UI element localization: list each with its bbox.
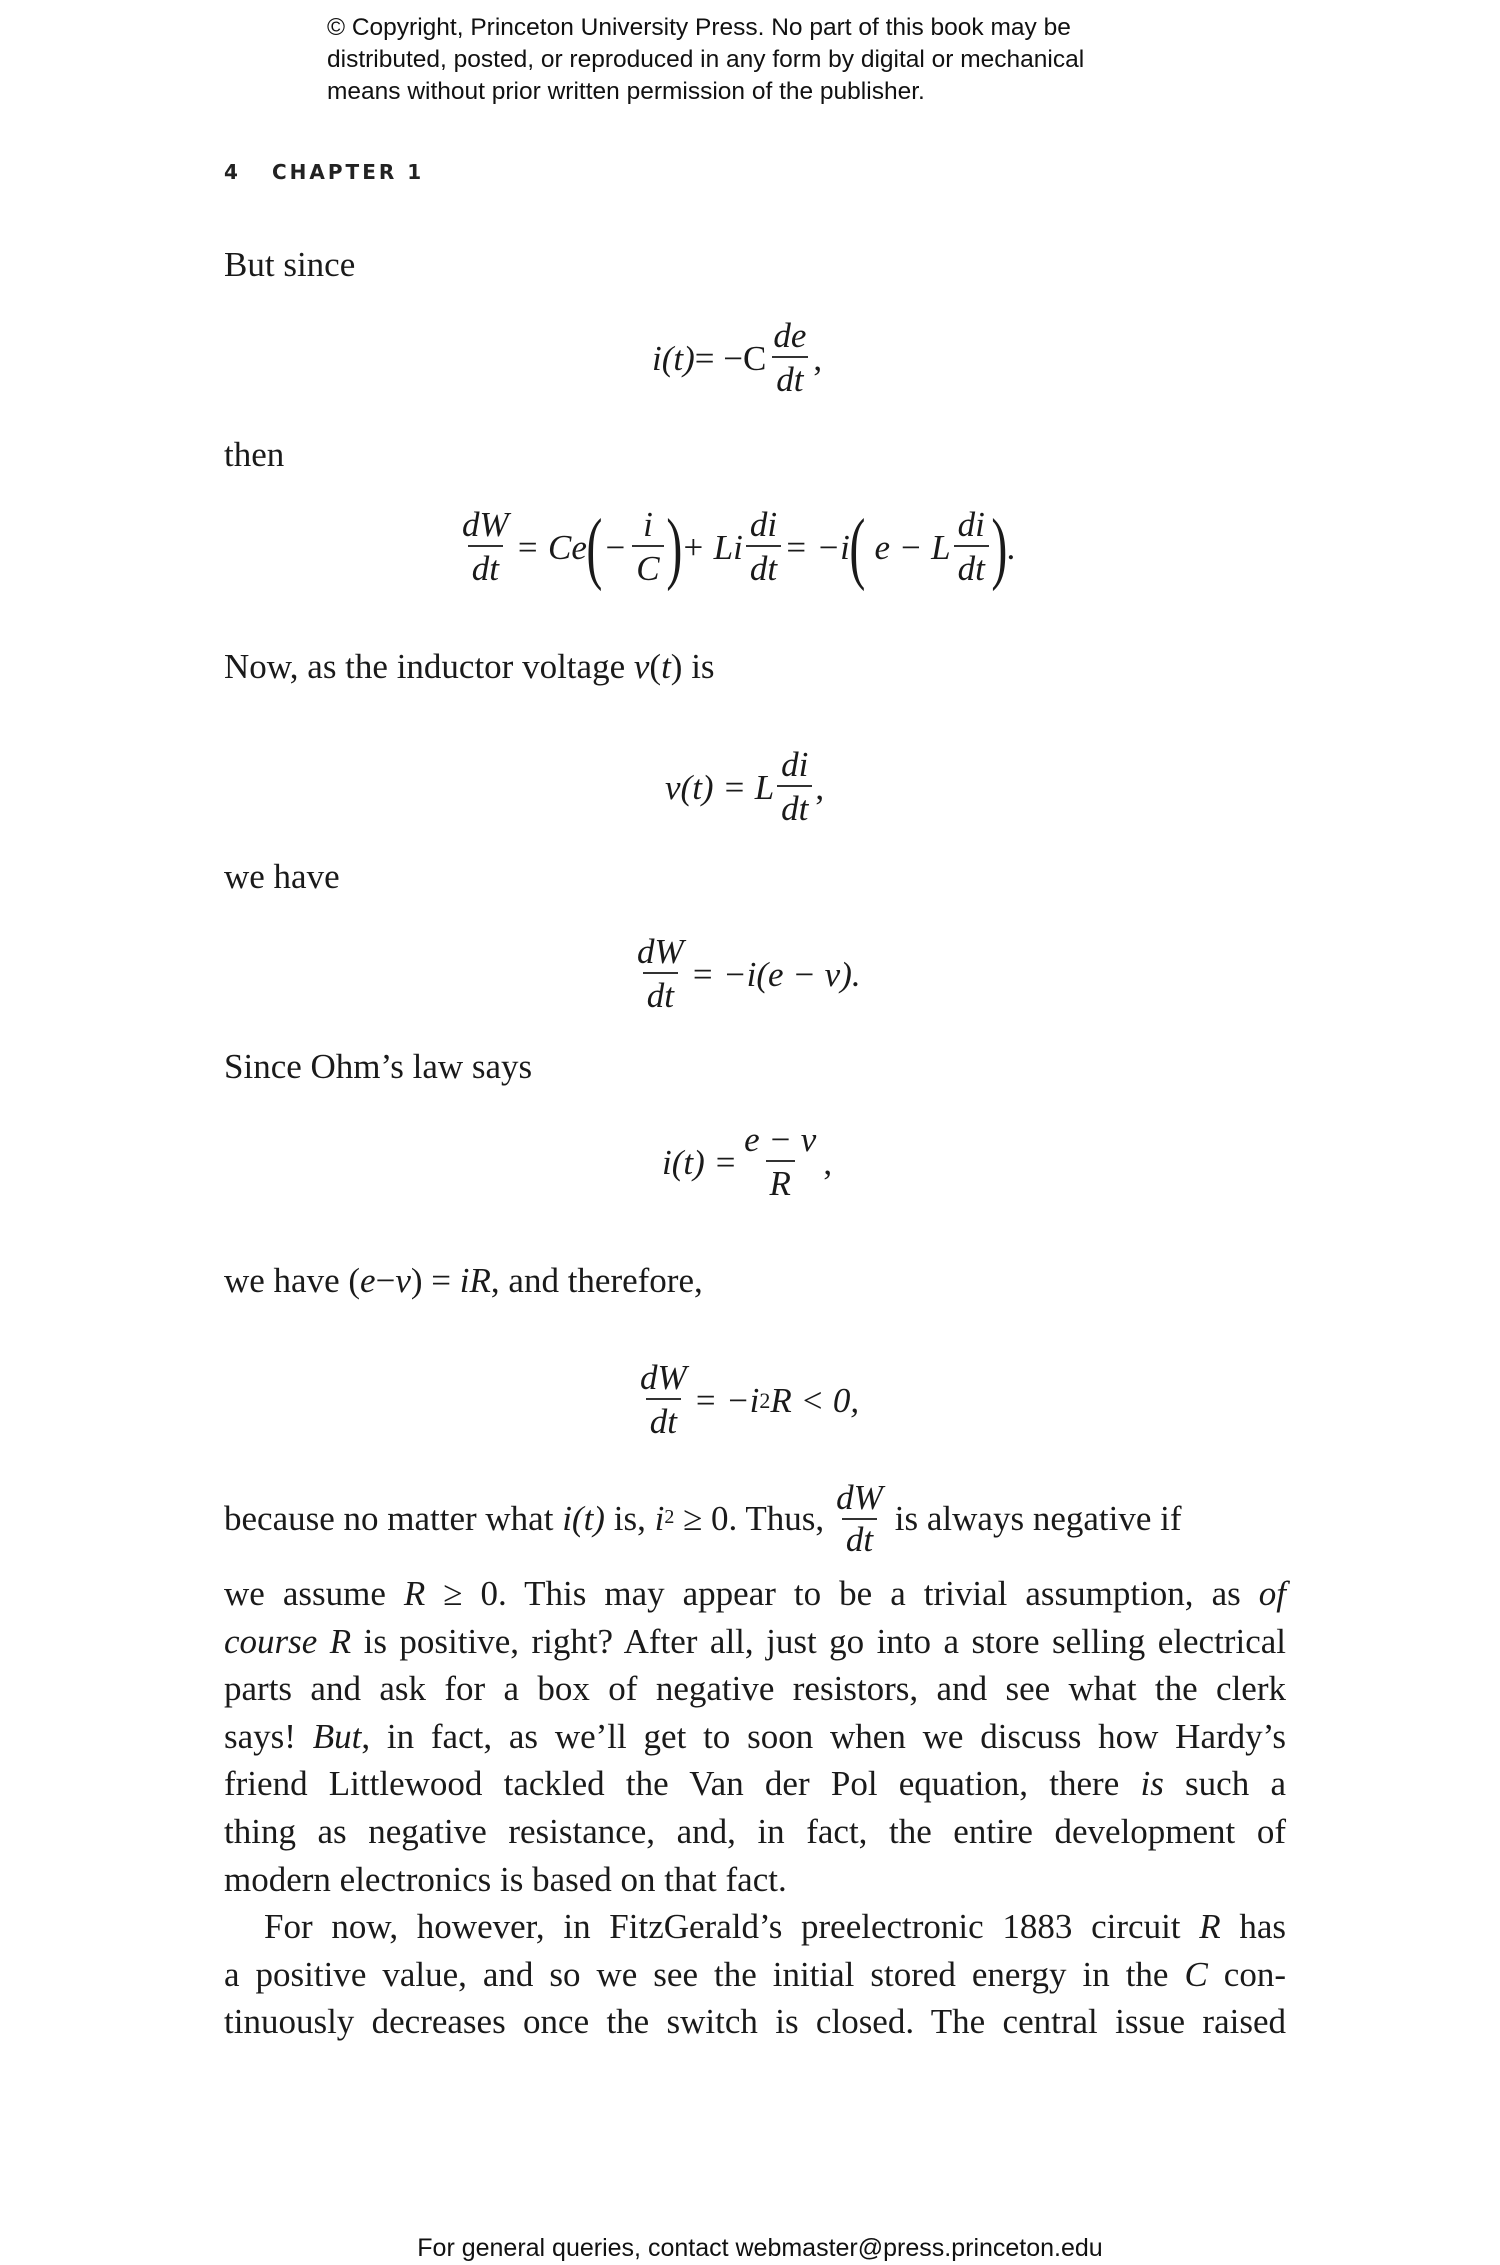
text-run: is positive, right? After all, just go into a store selling electrical [351, 1621, 1286, 1661]
math-arg: (t) [661, 339, 695, 378]
text-run: we assume [224, 1574, 404, 1613]
text-since-ohm: Since Ohm’s law says [224, 1047, 533, 1086]
fraction [777, 745, 812, 831]
copyright-line: means without prior written permission of the publisher. [327, 78, 925, 105]
italic-text: But [312, 1716, 362, 1756]
fraction-denominator: dt [954, 545, 989, 591]
paragraph-line [224, 1618, 1286, 1666]
math-term: v(t) = L [665, 768, 775, 807]
math-punct: , [813, 339, 823, 378]
math-var: t [661, 647, 671, 686]
math-term: = −i(e − v). [690, 955, 861, 994]
fraction-numerator: dW [637, 932, 684, 971]
text-run: ) = [410, 1261, 460, 1300]
fraction-numerator: dW [640, 1358, 687, 1397]
italic-text: of [1258, 1574, 1286, 1613]
fraction-numerator: dW [836, 1478, 883, 1517]
right-paren: ) [665, 504, 682, 592]
text-run: ) is [670, 647, 715, 686]
left-paren: ( [849, 504, 866, 592]
math-term: = −i [693, 1381, 760, 1420]
paragraph-line: thing as negative resistance, and, in fact, the entire development of [224, 1811, 1286, 1851]
math-superscript: 2 [759, 1388, 771, 1413]
math-punct: , [815, 768, 825, 807]
fraction-denominator: dt [746, 545, 781, 591]
text-run: For now, however, in FitzGerald’s preelectronic 1883 circuit [264, 1907, 1200, 1947]
chapter-label: CHAPTER 1 [272, 160, 425, 184]
math-var: R [1199, 1907, 1221, 1947]
right-paren: ) [991, 504, 1008, 592]
fraction [954, 505, 989, 591]
text-run: a positive value, and so we see the initial stored energy in the [224, 1954, 1185, 1994]
paragraph-line [224, 1760, 1286, 1808]
math-term: + Li [681, 528, 743, 567]
text-run: says! [224, 1716, 313, 1756]
equation-inductor-voltage [665, 745, 824, 831]
math-term: R < 0, [770, 1381, 860, 1420]
math-var: R [403, 1574, 426, 1613]
fraction-numerator: de [773, 316, 807, 355]
math-superscript: 2 [664, 1506, 675, 1528]
equation-current-capacitor [652, 316, 822, 402]
text-run: ( [649, 647, 662, 686]
fraction-denominator: dt [772, 356, 807, 402]
math-var: i [652, 339, 662, 378]
fraction [633, 932, 688, 1018]
fraction [458, 505, 513, 591]
fraction-denominator: dt [842, 1518, 877, 1560]
text-run: − [375, 1261, 396, 1300]
math-term: e − L [874, 528, 951, 567]
fraction [769, 316, 810, 402]
footer-text: For general queries, contact webmaster@press.princeton.edu [417, 2234, 1103, 2262]
text-run: friend Littlewood tackled the Van der Pol equation, there [224, 1764, 1141, 1804]
fraction-numerator: di [957, 505, 985, 544]
text-run: such a [1163, 1764, 1286, 1804]
copyright-line: © Copyright, Princeton University Press. No part of this book may be [327, 14, 1071, 41]
equation-dW-dt-negative [633, 1358, 859, 1444]
math-var: e [360, 1261, 376, 1300]
copyright-notice [327, 12, 1327, 108]
paragraph-line [224, 1951, 1286, 1999]
text-run: ≥ 0. This may appear to be a trivial assumption, as [425, 1574, 1259, 1613]
math-term: i(t) = [662, 1143, 738, 1182]
fraction-numerator: dW [462, 505, 509, 544]
paragraph-line [224, 1713, 1286, 1761]
fraction [636, 1358, 691, 1444]
math-operator: = −C [694, 339, 767, 378]
math-var: i [654, 1499, 665, 1538]
math-var: i(t) [562, 1499, 605, 1538]
equation-dW-dt-expansion [455, 505, 1015, 591]
page-number: 4 [224, 160, 241, 184]
fraction [746, 505, 781, 591]
fraction [632, 505, 663, 591]
text-run: is always negative if [894, 1499, 1182, 1538]
fraction [740, 1120, 820, 1206]
fraction-denominator: dt [777, 785, 812, 831]
math-term: = Ce [515, 528, 587, 567]
fraction-denominator: C [632, 545, 663, 591]
paragraph-line [224, 1903, 1286, 1951]
text-run: because no matter what [224, 1499, 563, 1538]
math-operator: − [605, 528, 626, 567]
paragraph-line [224, 1570, 1286, 1618]
equation-ohms-law [662, 1120, 832, 1206]
fraction-denominator: dt [468, 545, 503, 591]
text-run: , in fact, as we’ll get to soon when we discuss how Hardy’s [361, 1716, 1286, 1756]
text-run: Now, as the inductor voltage [224, 647, 634, 686]
fraction-denominator: dt [643, 972, 678, 1018]
text-run: con- [1207, 1954, 1286, 1994]
italic-text: course R [224, 1621, 352, 1661]
copyright-line: distributed, posted, or reproduced in any form by digital or mechanical [327, 46, 1085, 73]
text-run: has [1220, 1907, 1286, 1947]
math-punct: . [1006, 528, 1016, 567]
math-var: iR [459, 1261, 491, 1300]
math-term: = −i [784, 528, 850, 567]
text-we-have-iR [224, 1261, 703, 1301]
paragraph-line: modern electronics is based on that fact. [224, 1859, 787, 1899]
left-paren: ( [586, 504, 603, 592]
text-but-since: But since [224, 245, 356, 284]
paragraph-line [224, 1478, 1182, 1560]
equation-dW-dt-ie-v [630, 932, 861, 1018]
paragraph-line: tinuously decreases once the switch is closed. The central issue raised [224, 2002, 1286, 2042]
fraction-numerator: di [749, 505, 778, 544]
fraction-numerator: di [781, 745, 809, 784]
italic-text: is [1140, 1764, 1164, 1804]
fraction-numerator: i [643, 505, 653, 544]
math-var: C [1184, 1954, 1208, 1994]
math-var: v [395, 1261, 411, 1300]
fraction-denominator: dt [646, 1398, 681, 1444]
math-var: v [633, 647, 650, 686]
fraction-numerator: e − v [744, 1120, 817, 1159]
running-head [224, 160, 424, 184]
text-run: is, [604, 1499, 655, 1538]
text-run: we have ( [224, 1261, 361, 1300]
text-run: ≥ 0. Thus, [674, 1499, 825, 1538]
text-run: , and therefore, [490, 1261, 703, 1300]
text-we-have: we have [224, 857, 340, 896]
paragraph-body [224, 1570, 1286, 2046]
inline-fraction [832, 1478, 887, 1560]
footer-contact [0, 2234, 1500, 2263]
fraction-denominator: R [766, 1160, 795, 1206]
paragraph-line: parts and ask for a box of negative resistors, and see what the clerk [224, 1669, 1286, 1709]
text-then: then [224, 435, 285, 474]
math-punct: , [823, 1143, 833, 1182]
text-now-as [224, 647, 715, 687]
